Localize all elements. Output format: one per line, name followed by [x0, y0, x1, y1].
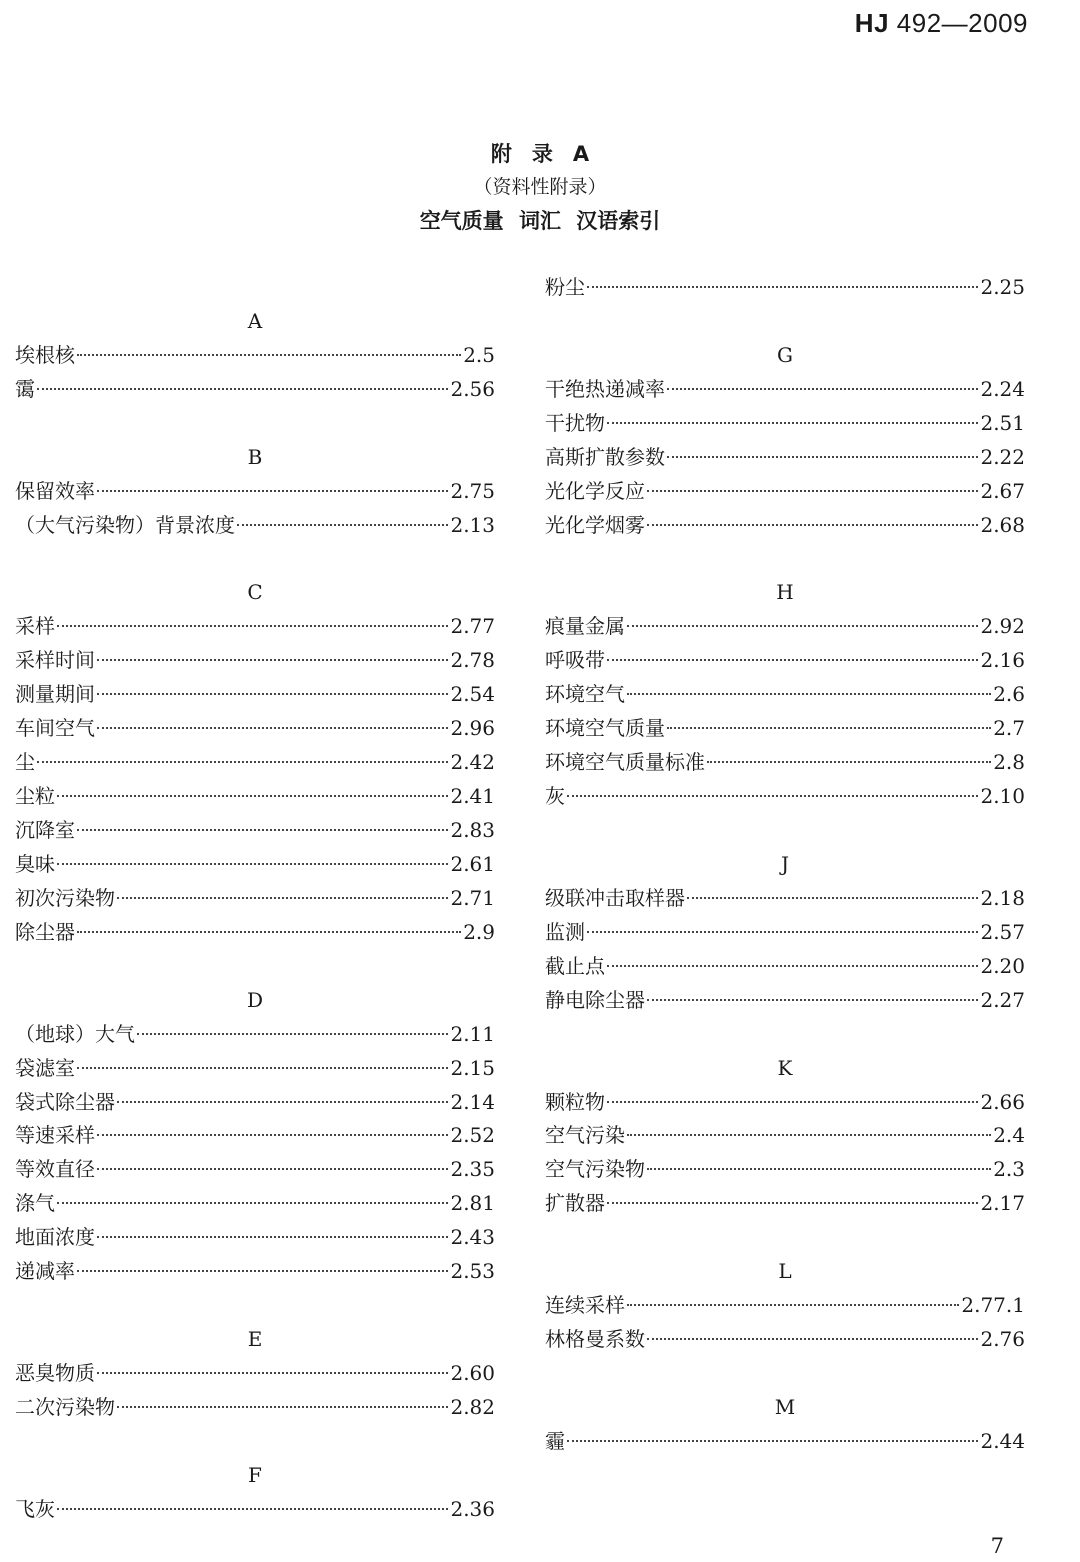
index-entry [15, 339, 495, 373]
index-entry [545, 1119, 1025, 1153]
index-entry [545, 780, 1025, 814]
index-entry [545, 1289, 1025, 1323]
dot-leader [667, 388, 978, 390]
index-clause-number: 2.43 [450, 1225, 495, 1250]
index-term: 除尘器 [15, 919, 75, 944]
index-term: （地球）大气 [15, 1021, 135, 1046]
index-term: 初次污染物 [15, 885, 115, 910]
index-entry [545, 644, 1025, 678]
index-term: 袋式除尘器 [15, 1089, 115, 1114]
index-entry [15, 1357, 495, 1391]
dot-leader [237, 524, 448, 526]
blank-line [15, 543, 495, 577]
dot-leader [607, 659, 978, 661]
index-clause-number: 2.78 [450, 648, 495, 673]
index-term: （大气污染物）背景浓度 [15, 512, 235, 537]
index-clause-number: 2.41 [450, 784, 495, 809]
index-clause-number: 2.25 [980, 275, 1025, 299]
dot-leader [647, 490, 978, 492]
index-clause-number: 2.83 [450, 818, 495, 842]
dot-leader [97, 693, 448, 695]
dot-leader [627, 625, 978, 627]
index-term: 车间空气 [15, 716, 95, 741]
dot-leader [117, 897, 448, 899]
blank-line [545, 1357, 1025, 1391]
index-clause-number: 2.18 [980, 885, 1025, 910]
index-clause-number: 2.20 [980, 953, 1025, 978]
index-entry [545, 509, 1025, 543]
index-column-left [15, 271, 495, 1527]
index-entry [545, 1323, 1025, 1357]
blank-line [15, 407, 495, 441]
index-entry [545, 1425, 1025, 1459]
index-clause-number: 2.36 [450, 1496, 495, 1521]
index-clause-number: 2.66 [980, 1089, 1025, 1114]
index-term: 级联冲击取样器 [545, 885, 685, 910]
dot-leader [77, 931, 461, 933]
index-clause-number: 2.82 [450, 1394, 495, 1419]
index-clause-number: 2.96 [450, 716, 495, 741]
index-clause-number: 2.17 [980, 1191, 1025, 1216]
appendix-subtitle: （资料性附录） [473, 176, 607, 198]
blank-line [545, 1221, 1025, 1255]
index-clause-number: 2.24 [980, 376, 1025, 401]
index-term: 光化学烟雾 [545, 512, 645, 537]
index-clause-number: 2.9 [463, 919, 495, 944]
index-entry [545, 1153, 1025, 1187]
index-entry [545, 1086, 1025, 1120]
index-clause-number: 2.16 [980, 648, 1025, 673]
index-entry [545, 950, 1025, 984]
index-term: 尘粒 [15, 784, 55, 809]
index-section-letter: E [247, 1327, 263, 1352]
index-entry [15, 610, 495, 644]
blank-line [15, 1289, 495, 1323]
blank-line [545, 1018, 1025, 1052]
dot-leader [647, 524, 978, 526]
index-clause-number: 2.92 [980, 614, 1025, 639]
blank-line [545, 814, 1025, 848]
index-clause-number: 2.6 [993, 682, 1025, 707]
dot-leader [667, 456, 978, 458]
blank-line [15, 271, 495, 305]
dot-leader [627, 1304, 959, 1306]
standard-code-prefix: HJ [854, 8, 890, 38]
index-term: 干绝热递减率 [545, 376, 665, 401]
dot-leader [97, 1134, 448, 1136]
index-clause-number: 2.67 [980, 478, 1025, 503]
index-section-letter: H [776, 580, 794, 605]
index-term: 静电除尘器 [545, 987, 645, 1012]
blank-line [15, 1425, 495, 1459]
index-entry [545, 610, 1025, 644]
dot-leader [97, 727, 448, 729]
index-term: 地面浓度 [15, 1225, 95, 1250]
index-term: 埃根核 [15, 342, 75, 367]
dot-leader [97, 1236, 448, 1238]
dot-leader [57, 1508, 448, 1510]
index-clause-number: 2.75 [450, 478, 495, 503]
index-term: 霾 [545, 1428, 565, 1453]
index-term: 采样 [15, 614, 55, 639]
index-term: 沉降室 [15, 818, 75, 842]
dot-leader [97, 490, 448, 492]
index-clause-number: 2.14 [450, 1089, 495, 1114]
index-entry [15, 1052, 495, 1086]
dot-leader [117, 1101, 448, 1103]
index-clause-number: 2.35 [450, 1157, 495, 1182]
index-section-letter: M [774, 1394, 796, 1419]
index-clause-number: 2.52 [450, 1123, 495, 1148]
appendix-title: 附录A [490, 142, 610, 166]
index-term: 递减率 [15, 1259, 75, 1284]
index-entry [545, 373, 1025, 407]
dot-leader [137, 1033, 448, 1035]
index-term: 环境空气 [545, 682, 625, 707]
index-entry [545, 475, 1025, 509]
index-term: 颗粒物 [545, 1089, 605, 1114]
index-term: 测量期间 [15, 682, 95, 707]
index-clause-number: 2.71 [450, 885, 495, 910]
blank-line [545, 305, 1025, 339]
dot-leader [57, 795, 448, 797]
index-term: 环境空气质量标准 [545, 750, 705, 775]
dot-leader [607, 1202, 978, 1204]
index-section-letter: L [778, 1259, 792, 1284]
index-term: 保留效率 [15, 478, 95, 503]
index-section-letter: A [247, 308, 263, 333]
index-section-letter: B [247, 444, 263, 469]
index-clause-number: 2.81 [450, 1191, 495, 1216]
dot-leader [587, 286, 978, 288]
dot-leader [57, 1202, 448, 1204]
index-entry [545, 916, 1025, 950]
index-clause-number: 2.10 [980, 784, 1025, 809]
index-clause-number: 2.61 [450, 851, 495, 876]
index-term: 等效直径 [15, 1157, 95, 1182]
dot-leader [647, 1338, 978, 1340]
index-term: 截止点 [545, 953, 605, 978]
index-clause-number: 2.76 [980, 1327, 1025, 1352]
index-entry [15, 1018, 495, 1052]
index-entry [15, 746, 495, 780]
index-clause-number: 2.4 [993, 1123, 1025, 1148]
page-number: 7 [990, 1534, 1004, 1558]
dot-leader [607, 422, 978, 424]
dot-leader [37, 388, 448, 390]
index-clause-number: 2.7 [993, 716, 1025, 741]
index-clause-number: 2.77.1 [961, 1293, 1025, 1318]
index-entry [15, 373, 495, 407]
index-column-right [545, 271, 1025, 1459]
dot-leader [37, 761, 448, 763]
index-clause-number: 2.68 [980, 512, 1025, 537]
index-term: 灰 [545, 784, 565, 809]
index-entry [545, 441, 1025, 475]
index-entry [15, 644, 495, 678]
blank-line [15, 950, 495, 984]
index-entry [15, 1255, 495, 1289]
dot-leader [117, 1406, 448, 1408]
index-clause-number: 2.8 [993, 750, 1025, 775]
index-term: 采样时间 [15, 648, 95, 673]
index-clause-number: 2.15 [450, 1055, 495, 1080]
appendix-heading: 空气质量 词汇 汉语索引 [419, 209, 661, 233]
index-entry [15, 1153, 495, 1187]
dot-leader [97, 1372, 448, 1374]
index-clause-number: 2.54 [450, 682, 495, 707]
index-entry [545, 882, 1025, 916]
index-clause-number: 2.44 [980, 1428, 1025, 1453]
index-entry [15, 509, 495, 543]
index-entry [545, 712, 1025, 746]
index-entry [15, 678, 495, 712]
index-term: 飞灰 [15, 1496, 55, 1521]
index-term: 尘 [15, 750, 35, 775]
index-entry [545, 407, 1025, 441]
index-clause-number: 2.27 [980, 987, 1025, 1012]
dot-leader [77, 354, 461, 356]
index-term: 呼吸带 [545, 648, 605, 673]
dot-leader [57, 863, 448, 865]
dot-leader [607, 965, 978, 967]
appendix-header [0, 138, 1080, 238]
index-term: 环境空气质量 [545, 716, 665, 741]
dot-leader [627, 1134, 991, 1136]
index-section-letter: K [777, 1055, 793, 1080]
index-clause-number: 2.5 [463, 342, 495, 367]
index-term: 涤气 [15, 1191, 55, 1216]
index-entry [15, 1493, 495, 1527]
index-clause-number: 2.57 [980, 919, 1025, 944]
dot-leader [587, 931, 978, 933]
index-section-letter: F [248, 1462, 262, 1487]
index-entry [15, 780, 495, 814]
index-term: 等速采样 [15, 1123, 95, 1148]
index-entry [15, 1221, 495, 1255]
index-entry [15, 712, 495, 746]
index-term: 空气污染物 [545, 1157, 645, 1182]
dot-leader [77, 829, 448, 831]
index-entry [15, 1391, 495, 1425]
index-clause-number: 2.42 [450, 750, 495, 775]
index-term: 袋滤室 [15, 1055, 75, 1080]
index-term: 恶臭物质 [15, 1361, 95, 1385]
index-term: 光化学反应 [545, 478, 645, 503]
index-entry [545, 271, 1025, 305]
dot-leader [667, 727, 991, 729]
index-section-letter: G [777, 342, 793, 367]
blank-line [545, 543, 1025, 577]
index-entry [15, 1086, 495, 1120]
index-entry [545, 1187, 1025, 1221]
index-entry [15, 848, 495, 882]
index-entry [15, 882, 495, 916]
dot-leader [567, 795, 978, 797]
index-term: 高斯扩散参数 [545, 444, 665, 469]
dot-leader [97, 659, 448, 661]
index-clause-number: 2.51 [980, 410, 1025, 435]
standard-code-number: 492—2009 [889, 8, 1028, 38]
standard-code [855, 8, 1028, 39]
dot-leader [57, 625, 448, 627]
index-clause-number: 2.77 [450, 614, 495, 639]
index-term: 空气污染 [545, 1123, 625, 1148]
index-entry [15, 1187, 495, 1221]
dot-leader [97, 1168, 448, 1170]
index-clause-number: 2.13 [450, 512, 495, 537]
index-clause-number: 2.53 [450, 1259, 495, 1284]
index-term: 监测 [545, 919, 585, 944]
index-term: 霭 [15, 376, 35, 401]
index-clause-number: 2.11 [450, 1021, 495, 1046]
index-entry [15, 475, 495, 509]
index-section-letter: J [780, 851, 790, 876]
dot-leader [707, 761, 991, 763]
index-term: 二次污染物 [15, 1394, 115, 1419]
index-term: 干扰物 [545, 410, 605, 435]
dot-leader [627, 693, 991, 695]
index-entry [545, 746, 1025, 780]
dot-leader [567, 1440, 978, 1442]
index-clause-number: 2.60 [450, 1361, 495, 1385]
index-term: 林格曼系数 [545, 1327, 645, 1352]
index-clause-number: 2.56 [450, 376, 495, 401]
index-entry [15, 1119, 495, 1153]
index-section-letter: C [247, 580, 263, 605]
dot-leader [77, 1270, 448, 1272]
index-term: 臭味 [15, 851, 55, 876]
dot-leader [687, 897, 978, 899]
index-term: 痕量金属 [545, 614, 625, 639]
index-entry [15, 916, 495, 950]
index-entry [545, 678, 1025, 712]
dot-leader [647, 999, 978, 1001]
index-term: 连续采样 [545, 1293, 625, 1318]
index-section-letter: D [246, 987, 264, 1012]
index-term: 扩散器 [545, 1191, 605, 1216]
index-clause-number: 2.3 [993, 1157, 1025, 1182]
index-entry [15, 814, 495, 848]
index-entry [545, 984, 1025, 1018]
dot-leader [607, 1101, 978, 1103]
dot-leader [647, 1168, 991, 1170]
index-clause-number: 2.22 [980, 444, 1025, 469]
index-term: 粉尘 [545, 275, 585, 299]
dot-leader [77, 1067, 448, 1069]
